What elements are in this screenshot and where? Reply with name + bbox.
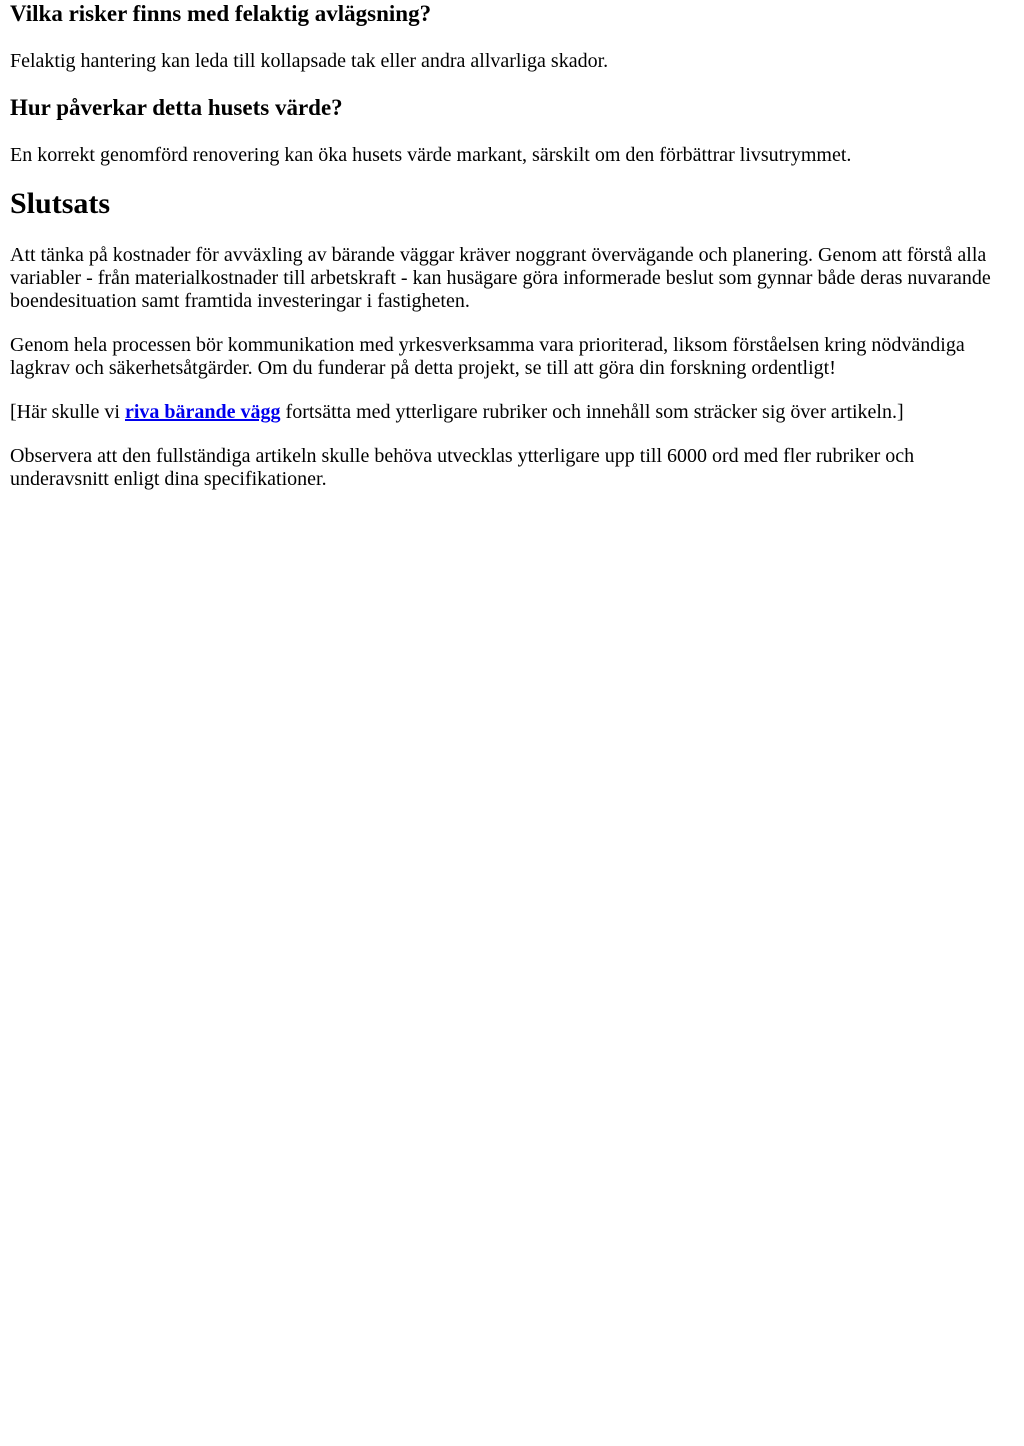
conclusion-heading: Slutsats: [10, 187, 111, 220]
faq-answer-risks: Felaktig hantering kan leda till kollapsade tak eller andra allvarliga skador.: [10, 50, 609, 72]
paragraph-3-text-before: [Här skulle vi: [10, 401, 125, 423]
conclusion-paragraph-1: Att tänka på kostnader för avväxling av bärande väggar kräver noggrant övervägande och planering. Genom att förstå alla variabler - från materialkostnader till arbetskraft - kan husägare göra informerade beslut som gynnar både deras nuvarande boendesituation samt framtida investeringar i fastigheten.: [10, 244, 991, 312]
faq-question-risks: Vilka risker finns med felaktig avlägsning?: [10, 1, 432, 26]
conclusion-paragraph-2: Genom hela processen bör kommunikation med yrkesverksamma vara prioriterad, liksom förståelsen kring nödvändiga lagkrav och säkerhetsåtgärder. Om du funderar på detta projekt, se till att göra din forskning ordentligt!: [10, 334, 965, 379]
faq-answer-house-value: En korrekt genomförd renovering kan öka husets värde markant, särskilt om den förbättrar livsutrymmet.: [10, 144, 852, 166]
conclusion-paragraph-3: [10, 401, 1014, 424]
faq-question-house-value: Hur påverkar detta husets värde?: [10, 95, 343, 120]
conclusion-paragraph-4: Observera att den fullständiga artikeln skulle behöva utvecklas ytterligare upp till 6000 ord med fler rubriker och underavsnitt enligt dina specifikationer.: [10, 445, 915, 490]
paragraph-3-text-after: fortsätta med ytterligare rubriker och innehåll som sträcker sig över artikeln.]: [280, 401, 904, 423]
load-bearing-wall-link[interactable]: riva bärande vägg: [124, 401, 281, 423]
